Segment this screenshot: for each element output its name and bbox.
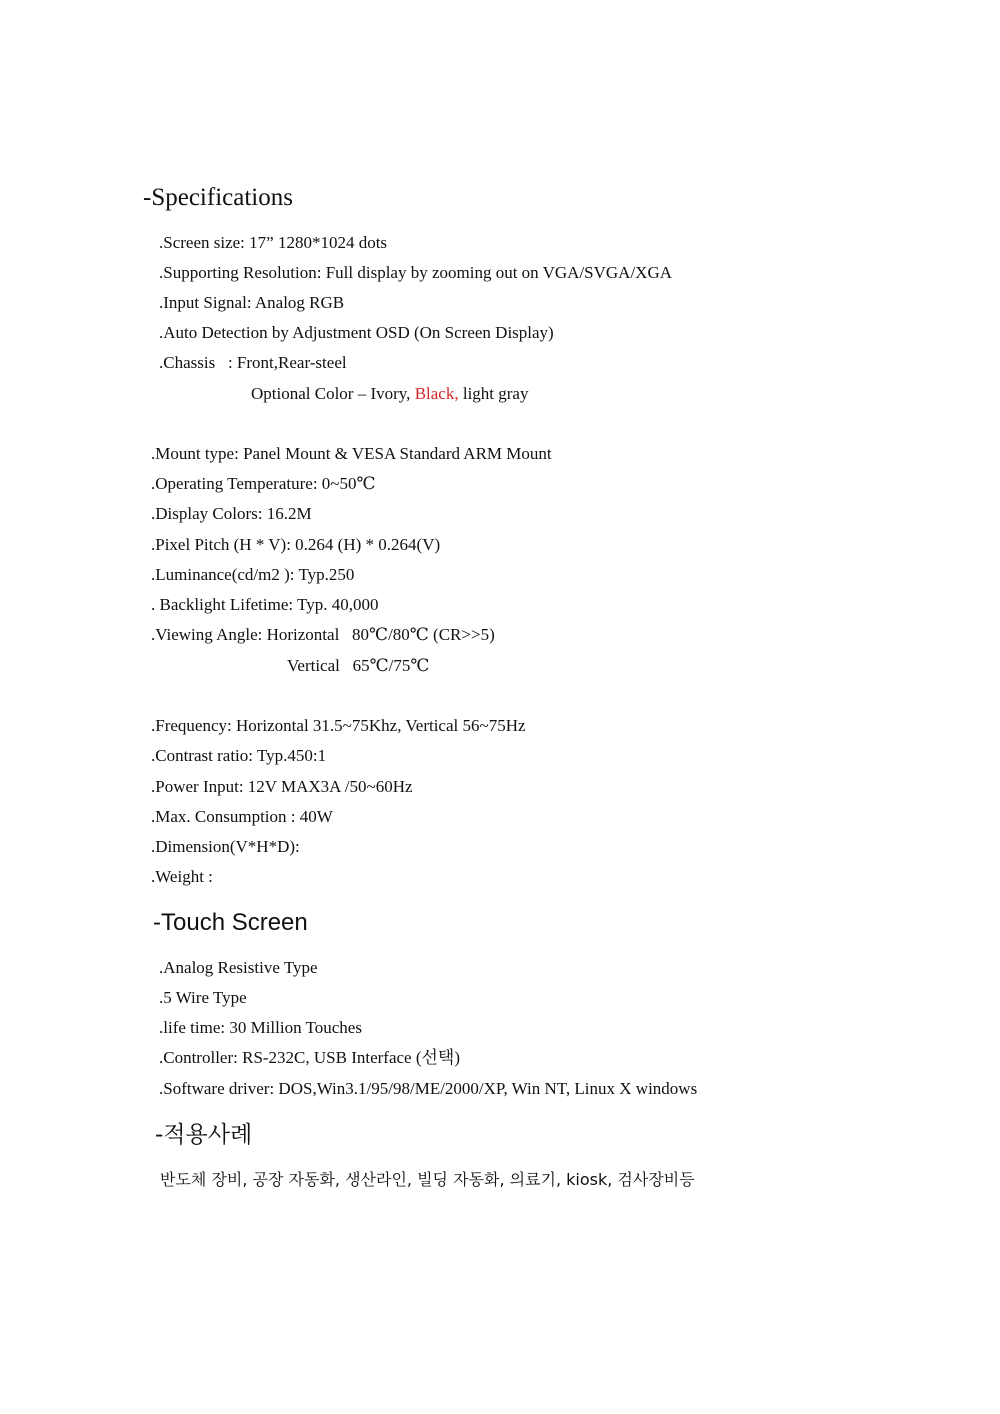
spec-line: .Screen size: 17” 1280*1024 dots xyxy=(159,233,388,252)
touch-line: .Analog Resistive Type xyxy=(159,958,318,977)
spec-line: .Supporting Resolution: Full display by zooming out on VGA/SVGA/XGA xyxy=(159,263,673,282)
spec-line: .Max. Consumption : 40W xyxy=(151,807,333,826)
chassis-color-suffix: light gray xyxy=(458,384,529,403)
touch-line: .Software driver: DOS,Win3.1/95/98/ME/2000/XP, Win NT, Linux X windows xyxy=(159,1079,698,1098)
spec-line: .Mount type: Panel Mount & VESA Standard ARM Mount xyxy=(151,444,552,463)
spec-line: .Power Input: 12V MAX3A /50~60Hz xyxy=(151,777,413,796)
specifications-heading: -Specifications xyxy=(143,184,293,211)
spec-line: .Luminance(cd/m2 ): Typ.250 xyxy=(151,565,355,584)
spec-line: .Weight : xyxy=(151,867,213,886)
spec-line-chassis: .Chassis : Front,Rear-steel xyxy=(159,353,347,372)
touch-line: .Controller: RS-232C, USB Interface (선택) xyxy=(159,1048,461,1067)
spec-line: . Backlight Lifetime: Typ. 40,000 xyxy=(151,595,379,614)
chassis-color-prefix: Optional Color – Ivory, xyxy=(251,384,415,403)
spec-line-viewing-angle: .Viewing Angle: Horizontal 80℃/80℃ (CR>>5) xyxy=(151,625,495,644)
applications-text: 반도체 장비, 공장 자동화, 생산라인, 빌딩 자동화, 의료기, kiosk, 검사장비등 xyxy=(160,1170,695,1189)
spec-line: .Auto Detection by Adjustment OSD (On Screen Display) xyxy=(159,323,554,342)
spec-line: .Input Signal: Analog RGB xyxy=(159,293,345,312)
spec-line: .Pixel Pitch (H * V): 0.264 (H) * 0.264(V) xyxy=(151,535,441,554)
touch-screen-heading: -Touch Screen xyxy=(153,909,308,936)
viewing-angle-vertical: Vertical 65℃/75℃ xyxy=(287,656,430,675)
spec-line: .Operating Temperature: 0~50℃ xyxy=(151,474,376,493)
chassis-optional-color xyxy=(251,384,528,404)
touch-line: .life time: 30 Million Touches xyxy=(159,1018,362,1037)
chassis-color-highlight: Black, xyxy=(414,384,459,403)
spec-line: .Contrast ratio: Typ.450:1 xyxy=(151,746,327,765)
touch-line: .5 Wire Type xyxy=(159,988,247,1007)
spec-line: .Frequency: Horizontal 31.5~75Khz, Vertical 56~75Hz xyxy=(151,716,526,735)
applications-heading: -적용사례 xyxy=(155,1122,253,1148)
spec-line: .Display Colors: 16.2M xyxy=(151,504,312,523)
spec-line: .Dimension(V*H*D): xyxy=(151,837,300,856)
